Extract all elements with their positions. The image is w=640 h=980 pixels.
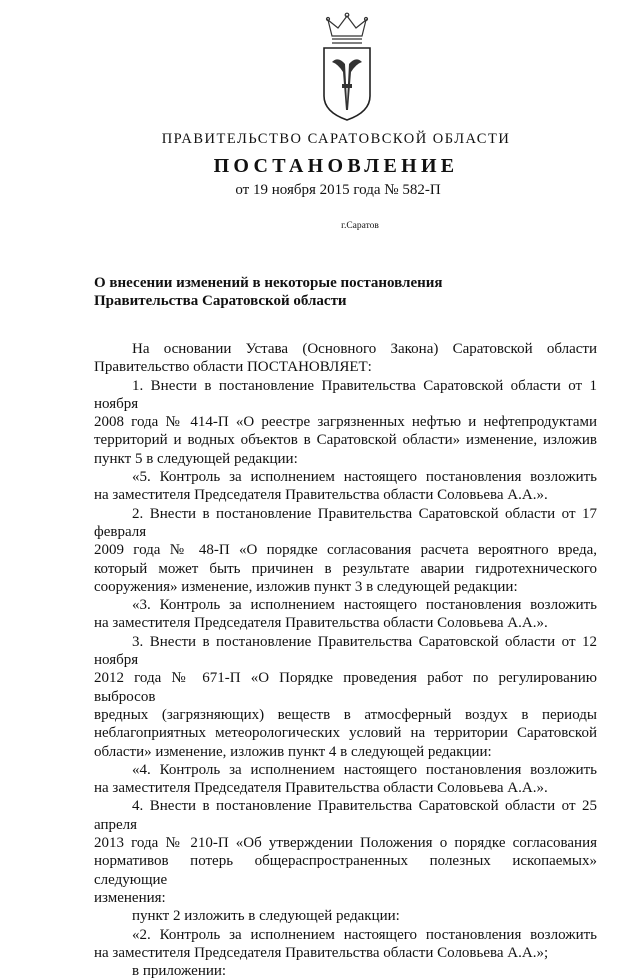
body-line: 3. Внести в постановление Правительства Саратовской области от 12 ноября — [94, 633, 597, 669]
body-line: вредных (загрязняющих) веществ в атмосферный воздух в периоды — [94, 706, 597, 723]
document-body — [94, 340, 597, 980]
document-type: ПОСТАНОВЛЕНИЕ — [213, 155, 459, 177]
body-line: неблагоприятных метеорологических условий на территории Саратовской — [94, 725, 597, 742]
body-line: пункт 2 изложить в следующей редакции: — [132, 908, 400, 925]
body-line: 2012 года № 671-П «О Порядке проведения работ по регулированию выбросов — [94, 670, 597, 705]
body-line: на заместителя Председателя Правительства области Соловьева А.А.». — [94, 615, 548, 632]
body-line: который может быть причинен в результате аварии гидротехнического — [94, 560, 597, 577]
body-line: 2. Внести в постановление Правительства Саратовской области от 17 февраля — [94, 505, 597, 540]
body-line: территорий и водных объектов в Саратовской области» изменение, изложив — [94, 432, 597, 449]
document-date-number: от 19 ноября 2015 года № 582-П — [235, 182, 441, 198]
body-line: области» изменение, изложив пункт 4 в следующей редакции: — [94, 743, 492, 760]
body-line: сооружения» изменение, изложив пункт 3 в следующей редакции: — [94, 578, 518, 595]
body-line: На основании Устава (Основного Закона) Саратовской области — [132, 341, 597, 357]
body-line: 2008 года № 414-П «О реестре загрязненных нефтью и нефтепродуктами — [94, 414, 597, 431]
body-line: 4. Внести в постановление Правительства Саратовской области от 25 апреля — [94, 798, 597, 833]
body-line: 1. Внести в постановление Правительства Саратовской области от 1 ноября — [94, 377, 597, 412]
body-line: «5. Контроль за исполнением настоящего постановления возложить — [132, 469, 597, 486]
body-line: на заместителя Председателя Правительства области Соловьева А.А.». — [94, 487, 548, 504]
title-line: Правительства Саратовской области — [94, 293, 347, 309]
body-line: «2. Контроль за исполнением настоящего постановления возложить — [132, 926, 597, 943]
body-line: 2009 года № 48-П «О порядке согласования расчета вероятного вреда, — [94, 542, 597, 559]
title-line: О внесении изменений в некоторые постановления — [94, 275, 443, 291]
body-line: на заместителя Председателя Правительства области Соловьева А.А.»; — [94, 944, 549, 961]
body-line: 2013 года № 210-П «Об утверждении Положения о порядке согласования — [94, 835, 597, 852]
document-title — [94, 274, 443, 310]
body-line: изменения: — [94, 889, 166, 906]
body-line: в приложении: — [132, 963, 227, 980]
body-line: Правительство области ПОСТАНОВЛЯЕТ: — [94, 359, 372, 376]
body-line: нормативов потерь общераспространенных полезных ископаемых» следующие — [94, 853, 597, 888]
body-line: «4. Контроль за исполнением настоящего постановления возложить — [132, 761, 597, 778]
authority-name: ПРАВИТЕЛЬСТВО САРАТОВСКОЙ ОБЛАСТИ — [161, 131, 511, 147]
body-line: на заместителя Председателя Правительства области Соловьева А.А.». — [94, 780, 548, 797]
city: г.Саратов — [341, 221, 379, 231]
body-line: «3. Контроль за исполнением настоящего постановления возложить — [132, 597, 597, 614]
coat-of-arms-emblem — [318, 12, 376, 124]
body-line: пункт 5 в следующей редакции: — [94, 450, 298, 467]
